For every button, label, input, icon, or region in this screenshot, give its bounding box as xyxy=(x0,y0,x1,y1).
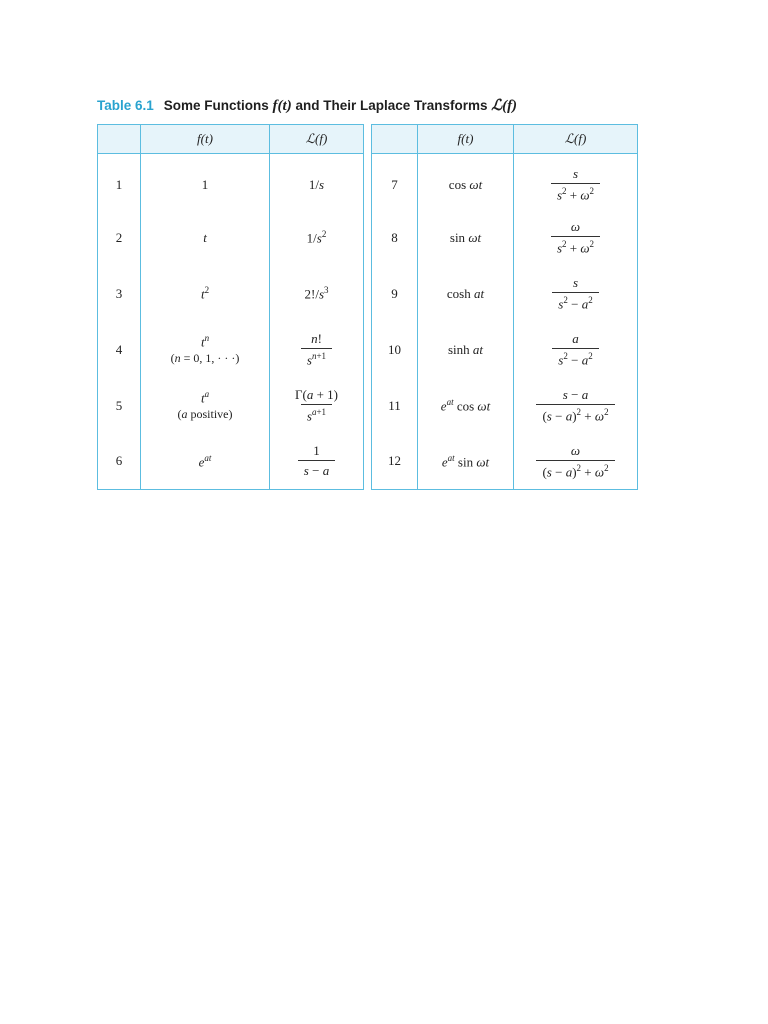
fraction xyxy=(536,387,614,424)
denominator: $(s - a)^2 + \omega^2$ xyxy=(536,460,614,480)
numerator: s − a xyxy=(562,386,589,402)
table-header-row xyxy=(372,125,638,154)
row-number: 1 xyxy=(98,154,141,210)
denominator: $s^{n+1}$ xyxy=(301,348,332,368)
caption-middle: and Their Laplace Transforms xyxy=(291,98,492,113)
table-row xyxy=(372,378,638,434)
fraction xyxy=(552,275,598,312)
transform-cell xyxy=(270,378,364,434)
function-cell: sinh at xyxy=(418,322,514,378)
denominator: $s^2 - a^2$ xyxy=(552,292,598,312)
fraction xyxy=(289,387,344,424)
table-row xyxy=(98,210,364,266)
function-cell: 1 xyxy=(141,154,270,210)
row-number: 3 xyxy=(98,266,141,322)
fraction xyxy=(536,443,614,480)
row-number: 11 xyxy=(372,378,418,434)
table-row xyxy=(98,154,364,210)
row-number: 4 xyxy=(98,322,141,378)
table-row xyxy=(98,378,364,434)
header-L: ℒ(f) xyxy=(270,125,364,154)
transform-cell xyxy=(514,266,638,322)
transform-cell: $1/s^2$ xyxy=(270,210,364,266)
function-cell: t xyxy=(141,210,270,266)
header-num xyxy=(372,125,418,154)
row-number: 5 xyxy=(98,378,141,434)
fraction xyxy=(301,331,332,368)
transform-cell: $2!/s^3$ xyxy=(270,266,364,322)
transform-cell xyxy=(514,210,638,266)
denominator: $s^2 + \omega^2$ xyxy=(551,183,600,203)
transform-cell xyxy=(514,322,638,378)
caption-prefix: Some Functions xyxy=(163,98,273,113)
row-number: 7 xyxy=(372,154,418,210)
table-row xyxy=(372,434,638,490)
fraction xyxy=(552,331,598,368)
caption-ft: f(t) xyxy=(272,98,292,114)
numerator: ω xyxy=(570,218,581,234)
header-f: f(t) xyxy=(418,125,514,154)
table-header-row xyxy=(98,125,364,154)
header-L: ℒ(f) xyxy=(514,125,638,154)
numerator: Γ(a + 1) xyxy=(294,386,339,402)
numerator: 1 xyxy=(313,443,320,459)
numerator: a xyxy=(572,330,579,346)
function-cell: sin ωt xyxy=(418,210,514,266)
function-cell: $t^a$ (a positive) xyxy=(141,378,270,434)
table-row xyxy=(98,266,364,322)
transform-cell xyxy=(270,322,364,378)
table-caption xyxy=(97,96,517,115)
function-cell: $e^{at}$ cos ωt xyxy=(418,378,514,434)
transform-cell xyxy=(270,434,364,490)
denominator: $s^{a+1}$ xyxy=(301,404,332,424)
transform-cell xyxy=(514,434,638,490)
table-row xyxy=(372,210,638,266)
numerator: ω xyxy=(570,442,581,458)
header-f: f(t) xyxy=(141,125,270,154)
row-number: 12 xyxy=(372,434,418,490)
denominator: $(s - a)^2 + \omega^2$ xyxy=(536,404,614,424)
laplace-table-left xyxy=(97,124,364,490)
transform-cell: 1/s xyxy=(270,154,364,210)
table-row xyxy=(372,266,638,322)
fraction xyxy=(298,443,335,479)
function-cell: $t^n$ (n = 0, 1, · · ·) xyxy=(141,322,270,378)
fraction xyxy=(551,166,600,203)
table-number: Table 6.1 xyxy=(97,98,154,113)
table-row xyxy=(372,154,638,210)
numerator: n! xyxy=(311,330,322,346)
table-row xyxy=(98,322,364,378)
denominator: $s^2 + \omega^2$ xyxy=(551,236,600,256)
laplace-table-right xyxy=(371,124,638,490)
table-row xyxy=(372,322,638,378)
caption-lf: ℒ(f) xyxy=(491,98,518,114)
function-cell: cos ωt xyxy=(418,154,514,210)
table-row xyxy=(98,434,364,490)
row-number: 10 xyxy=(372,322,418,378)
header-num xyxy=(98,125,141,154)
row-number: 2 xyxy=(98,210,141,266)
denominator: s − a xyxy=(298,460,335,479)
denominator: $s^2 - a^2$ xyxy=(552,348,598,368)
row-number: 9 xyxy=(372,266,418,322)
function-cell: $e^{at}$ sin ωt xyxy=(418,434,514,490)
row-number: 6 xyxy=(98,434,141,490)
numerator: s xyxy=(572,166,579,182)
transform-cell xyxy=(514,154,638,210)
function-cell: cosh at xyxy=(418,266,514,322)
transform-cell xyxy=(514,378,638,434)
function-cell: $e^{at}$ xyxy=(141,434,270,490)
function-cell: $t^2$ xyxy=(141,266,270,322)
numerator: s xyxy=(572,274,579,290)
row-number: 8 xyxy=(372,210,418,266)
fraction xyxy=(551,219,600,256)
